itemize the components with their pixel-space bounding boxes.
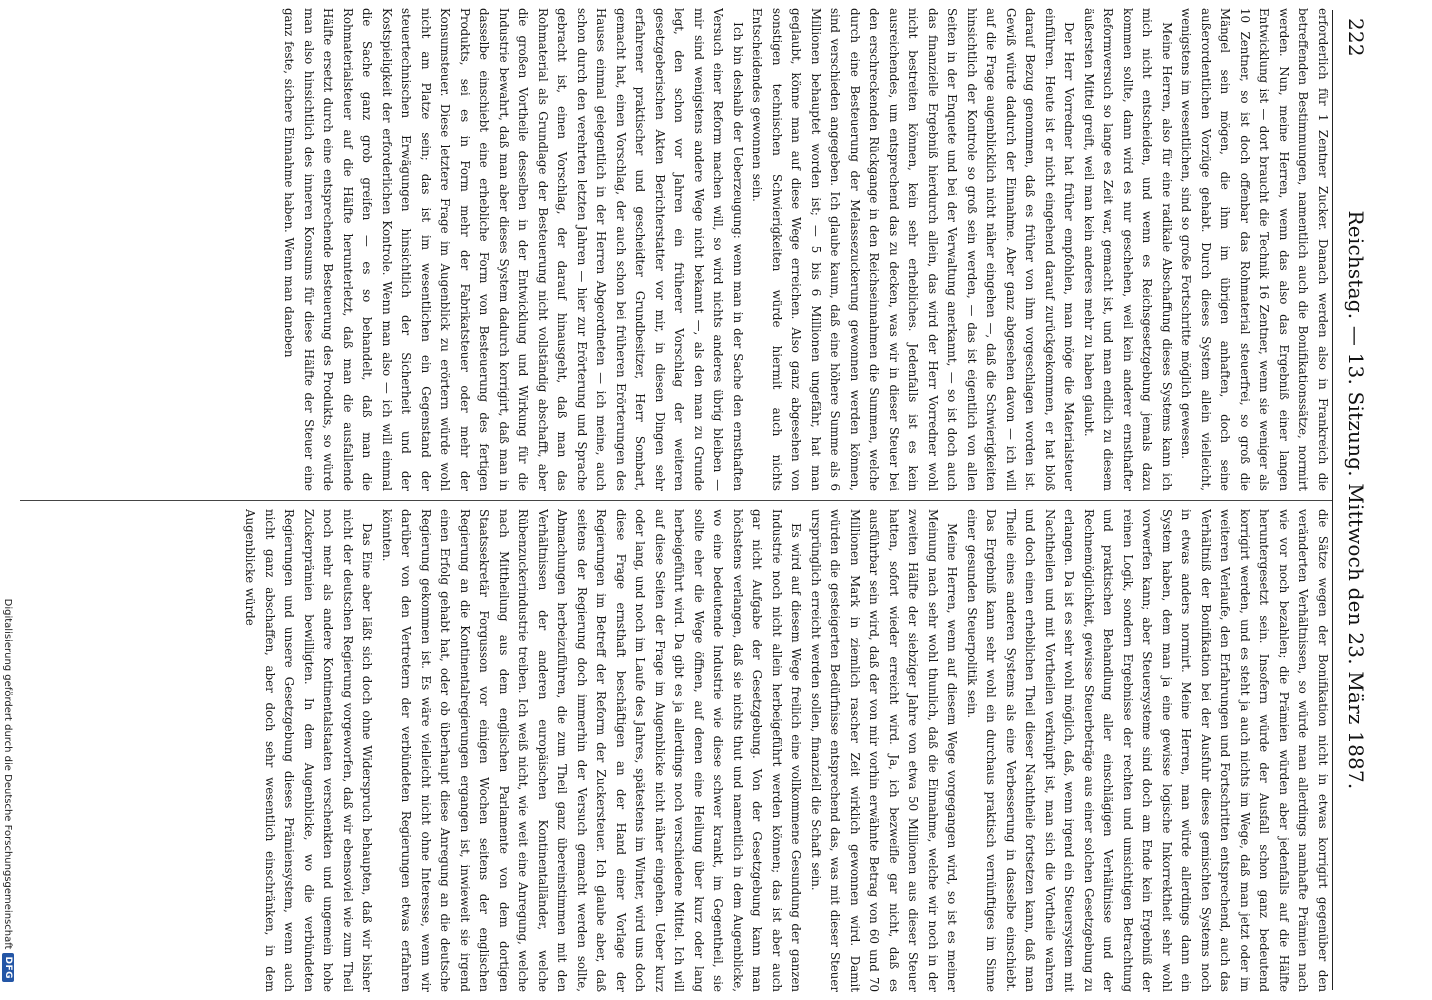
paragraph: Der Herr Vorredner hat früher empfohlen, man möge die Materialsteuer einführen. Heute ist er nicht eingehend darauf zurückgekommen, er hat bloß darauf Bezug genommen, daß es früher von ihm vorgeschlagen worden ist. Gewiß würde dadurch der Einnahme. Aber ganz abgesehen davon — ich will auf die Frage augenblicklich nicht näher eingehen —, daß die Schwierigkeiten hinsichtlich der Kontrole so groß sein werden, — das ist eigentlich von allen Seiten in der Enquete und bei der Verwaltung anerkannt, — so ist doch auch das finanzielle Ergebniß hierdurch allein, das wird der Herr Vorredner wohl nicht bestreiten können, kein sehr erhebliches. Jedenfalls ist es kein ausreichendes, um entsprechend das zu decken, was wir in dieser Steuer bei den erschreckenden Rückgange in den Reichseinnahmen die Summen, welche durch eine Besteuerung der Melassezuckerung gewonnen werden können, sind verschieden angegeben. Ich glaube kaum, daß eine höhere Summe als 6 Millionen behauptet worden ist; — 5 bis 6 Millionen ungefähr, hat man geglaubt, könne man auf diese Wege erreichen. Also ganz abgesehen von sonstigen technischen Schwierigkeiten würde hiermit auch nichts Entscheidendes gewonnen sein.	[750, 8, 1077, 491]
header-rule	[1332, 10, 1333, 990]
right-column	[20, 509, 1332, 992]
paragraph: Das Eine aber läßt sich doch ohne Widerspruch behaupten, daß wir bisher nicht der deutschen Regierung vorgeworfen, daß wir ebensoviel wie zum Theil noch mehr als andere Kontinentalstaaten verschenkten und ungemein hohe Zuckerprämien bewilligten. In dem Augenblicke, wo die verbündeten Regierungen und unsere Gesetzgebung dieses Prämiensystem, wenn auch nicht ganz abschaffen, aber doch sehr wesentlich einschränken, in dem Augenblicke würde	[243, 509, 375, 992]
paragraph: erforderlich für 1 Zentner Zucker. Danach werden also in Frankreich die betreffenden Bestimmungen, namentlich auch die Bonifikationssätze, normirt werden. Nun, meine Herren, wenn das also das Ergebniß einer langen Entwicklung ist — dort braucht die Technik 16 Zentner, wenn sie weniger als 10 Zentner, so ist doch offenbar das Rohmaterial steuerfrei, so groß die Mängel sein mögen, die ihm im übrigen anhaften, doch seine außerordentlichen Vorzüge gehabt. Durch dieses System allein vielleicht, wenigstens im wesentlichen, sind so große Fortschritte möglich gewesen.	[1179, 8, 1330, 491]
page-number: 222	[1344, 18, 1368, 57]
paragraph: Ich bin deshalb der Ueberzeugung: wenn man in der Sache den ernsthaften Versuch einer Reform machen will, so wird nichts anderes übrig bleiben — mir sind wenigstens andere Wege nicht bekannt —, als den man zu Grunde legt, den schon vor Jahren ein früherer Vorschlag der weiteren gesetzgeberischen Akten Berichterstatter vor mir, in diesen Dingen sehr erfahrener praktischer und gescheidter Grundbesitzer, Herr Sombart, gemacht hat, einen Vorschlag, der auch schon bei früheren Erörterungen des Hauses einmal gelegentlich in der Herren Abgeordneten — ich meine, auch schon durch den verehrten letzten Jahren — hier zur Erörterung und Sprache gebracht ist, einen Vorschlag, der darauf hinausgeht, daß man das Rohmaterial als Grundlage der Besteuerung nicht vollständig abschafft, aber die großen Vortheile desselben in der Entwicklung und Wirkung für die Industrie bewahrt, daß man aber dieses System dadurch korrigirt, daß man in dasselbe einschiebt eine erhebliche Form von Besteuerung des fertigen Produkts, sei es in Form mehr der Fabrikatsteuer oder mehr der Konsumsteuer. Diese letztere Frage im Augenblick zu erörtern würde wohl nicht am Platze sein; das ist im wesentlichen ein Gegenstand der steuertechnischen Erwägungen hinsichtlich der Sicherheit und der Kostspieligkeit der erforderlichen Kontrole. Wenn man also — ich will einmal die Sache ganz grob greifen — es so behandelt, daß man die Rohmaterialsteuer auf die Hälfte herunterletzt, daß man die ausfallende Hälfte ersetzt durch eine entsprechende Besteuerung des Produkts, so würde man also hinsichtlich des inneren Konsums für diese Hälfte der Steuer eine ganz feste, sichere Einnahme haben. Wenn man daneben	[282, 8, 745, 491]
left-column	[20, 8, 1332, 491]
paragraph: Es wird auf diesem Wege freilich eine vollkommene Gesundung der ganzen Industrie noch nicht allein herbeigeführt werden können; das ist aber auch gar nicht Aufgabe der Gesetzgebung. Von der Gesetzgebung kann man höchstens verlangen, daß sie nichts thut und namentlich in dem Augenblicke, wo eine bedeutende Industrie wie diese schwer krankt, im Gegentheil, sie sollte eher die Wege öffnen, auf denen eine Heilung über kurz oder lang herbeigeführt wird. Da gibt es ja allerdings noch verschiedene Mittel. Ich will auf diese Seiten der Frage im Augenblicke nicht näher eingehen. Ueber kurz oder lang, und noch im Laufe des Jahres, spätestens im Winter, wird uns doch diese Frage ernsthaft beschäftigen an der Hand einer Vorlage der Regierungen im Betreff der Reform der Zuckersteuer. Ich glaube aber, daß seitens der Regierung doch immerhin der Versuch gemacht werden sollte, Abmachungen herbeizuführen, die zum Theil ganz übereinstimmen mit den Verhältnissen der anderen europäischen Kontinentalländer, welche Rübenzuckerindustrie treiben. Ich weiß nicht, wie weit eine Anregung, welche nach Mittheilung aus dem englischen Parlamente von dem dortigen Staatssekretär Forgusson vor einigen Wochen seitens der englischen Regierung an die Kontinentalregierungen ergangen ist, inwieweit sie irgend einen Erfolg gehabt hat, oder ob überhaupt diese Anregung an die deutsche Regierung gekommen ist. Es wäre vielleicht nicht ohne Interesse, wenn wir darüber von den Vertretern der verbündeten Regierungen etwas erfahren könnten.	[380, 509, 804, 992]
digitization-credit	[2, 599, 14, 982]
paragraph: die Sätze wegen der Bonifikation nicht in etwas korrigirt gegenüber den veränderten Verhältnissen, so würde man allerdings namhafte Prämien nach wie vor noch bezahlen; die Prämien würden aber jedenfalls auf die Hälfte heruntergesetzt sein. Insofern würde der Ausfall schon ganz bedeutend korrigirt werden, und es steht ja auch nichts im Wege, daß man jetzt oder im weiteren Verlaufe, den Erfahrungen und Fortschritten entsprechend, auch das Verhältniß der Bonifikation bei der Ausfuhr dieses gemischten Systems noch in etwas anders normirt. Meine Herren, man würde allerdings dann ein System haben, dem man ja eine gewisse logische Inkorrektheit sehr wohl vorwerfen kann; aber Steuersysteme sind doch am Ende kein Ergebniß der reinen Logik, sondern Ergebnisse der rechten und umsichtigen Betrachtung und praktischen Behandlung aller einschlägigen Verhältnisse und der Rechnemöglichkeit, gewisse Steuerbeträge aus einer solchen Gesetzgebung zu erlangen. Da ist es sehr wohl möglich, daß, wenn irgend ein Steuersystem mit Nachtheilen und mit Vortheilen verknüpft ist, man sich die Vortheile wahren und doch einen erheblichen Theil dieser Nachtheile fortsetzen kann, daß man Theile eines anderen Systems als eine Verbesserung in dasselbe einschiebt. Das Ergebniß kann sehr wohl ein durchaus praktisch vernünftiges im Sinne einer gesunden Steuerpolitik sein.	[965, 509, 1330, 992]
dfg-logo: DFG	[2, 953, 14, 982]
page-header	[1338, 0, 1372, 1000]
paragraph: Meine Herren, wenn auf diesem Wege vorgegangen wird, so ist es meiner Meinung nach sehr wohl thunlich, daß die Einnahme, welche wir noch in der zweiten Hälfte der siebziger Jahre von etwa 50 Millionen aus dieser Steuer hatten, sofort wieder erreicht wird. Ja, ich bezweifle gar nicht, daß es ausführbar sein wird, daß der von mir vorhin erwähnte Betrag von 60 und 70 Millionen Mark in ziemlich rascher Zeit wirklich gewonnen wird. Damit würden die gesteigerten Bedürfnisse entsprechend das, was mit dieser Steuer ursprünglich erreicht werden sollen, finanziell die Schaft sein.	[809, 509, 960, 992]
paragraph: Meine Herren, also für eine radikale Abschaffung dieses Systems kann ich mich nicht entscheiden, und wenn es Reichsgesetzgebung jemals dazu kommen sollte, dann wird es nur geschehen, weil kein anderer ernsthafter Reformversuch so lange es Zeit war, gemacht ist, und man endlich zu diesem äußersten Mittel greift, weil man kein anderes mehr zu haben glaubt.	[1082, 8, 1174, 491]
session-title: Reichstag. — 13. Sitzung. Mittwoch den 23. März 1887.	[1344, 210, 1368, 790]
credit-text: Digitalisierung gefördert durch die Deutsche Forschungsgemeinschaft	[2, 598, 14, 950]
text-columns	[20, 8, 1332, 992]
